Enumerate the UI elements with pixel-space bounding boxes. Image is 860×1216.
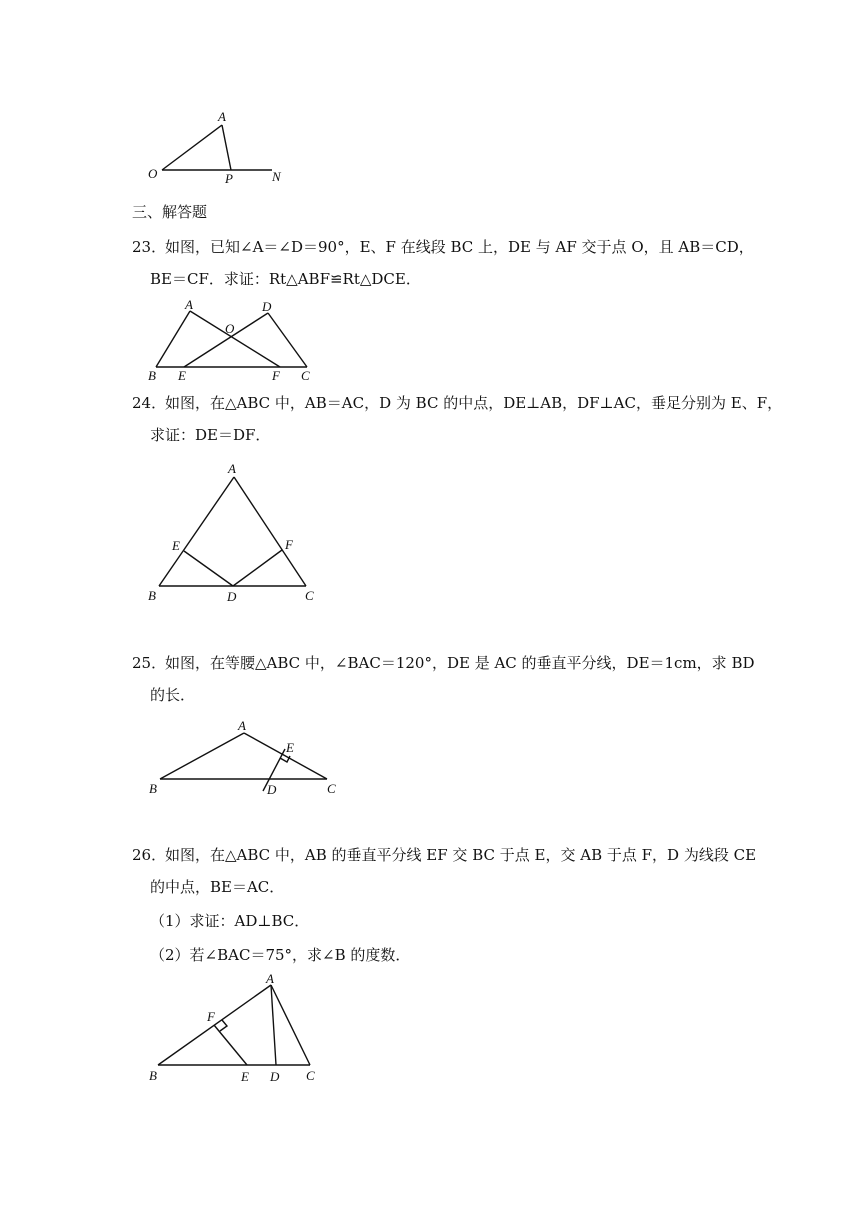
problem-23-line-2: BE＝CF．求证：Rt△ABF≌Rt△DCE． [150,270,421,288]
problem-24-number: 24． [132,394,167,412]
problem-26-part-1: （1）求证：AD⊥BC． [150,912,310,930]
label-e: E [241,1069,249,1084]
problem-24-line-2: 求证：DE＝DF． [150,426,271,444]
label-p: P [225,171,233,186]
label-e: E [286,740,294,755]
label-o: O [225,321,235,336]
label-a: A [238,718,246,733]
label-c: C [306,1068,315,1083]
problem-26-line-2: 的中点，BE＝AC． [150,878,285,896]
problem-25-line-2: 的长． [150,686,196,704]
label-d: D [227,589,237,604]
problem-23-line-1: 如图，已知∠A＝∠D＝90°，E、F 在线段 BC 上，DE 与 AF 交于点 O，且 AB＝CD， [165,238,754,256]
label-d: D [267,782,277,797]
problem-26-part-2: （2）若∠BAC＝75°，求∠B 的度数． [150,946,411,964]
label-d: D [270,1069,280,1084]
label-a: A [228,461,236,476]
label-c: C [301,368,310,383]
segment-ac [271,985,310,1065]
label-b: B [149,781,157,796]
label-b: B [148,368,156,383]
label-a: A [266,971,274,986]
label-o: O [148,166,158,181]
label-c: C [327,781,336,796]
problem-26-number: 26． [132,846,167,864]
problem-23-number: 23． [132,238,167,256]
label-e: E [172,538,180,553]
label-b: B [148,588,156,603]
label-d: D [262,299,272,314]
label-b: B [149,1068,157,1083]
label-f: F [207,1009,215,1024]
problem-25-number: 25． [132,654,167,672]
label-a: A [185,297,193,312]
segment-fe [214,1025,247,1065]
problem-24-line-1: 如图，在△ABC 中，AB＝AC，D 为 BC 的中点，DE⊥AB，DF⊥AC，垂足分别为 E、F， [165,394,783,412]
label-c: C [305,588,314,603]
segment-ad [271,985,276,1065]
problem-26-line-1: 如图，在△ABC 中，AB 的垂直平分线 EF 交 BC 于点 E，交 AB 于点 F，D 为线段 CE [165,846,757,864]
label-e: E [178,368,186,383]
label-f: F [272,368,280,383]
section-title: 三、解答题 [132,203,208,221]
label-n: N [272,169,281,184]
label-f: F [285,537,293,552]
problem-25-line-1: 如图，在等腰△ABC 中，∠BAC＝120°，DE 是 AC 的垂直平分线，DE＝1cm，求 BD [165,654,755,672]
label-a: A [218,109,226,124]
right-angle-mark-f [220,1020,227,1031]
